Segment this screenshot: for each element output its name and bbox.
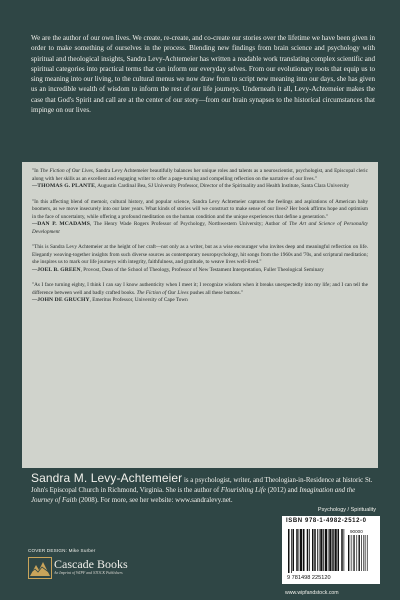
cover-design-credit: COVER DESIGN: Mike Surber [28, 548, 96, 553]
barcode-addon-bar [365, 535, 366, 571]
endorsement-attribution: —JOHN DE GRUCHY, Emeritus Professor, University of Cape Town [32, 297, 188, 303]
isbn-number: ISBN 978-1-4982-2512-0 [286, 518, 367, 524]
barcode-addon-bar [348, 535, 349, 571]
publisher-website: www.wipfandstock.com [285, 590, 339, 596]
endorsement-quote: "In this affecting blend of memoir, cultural history, and popular science, Sandra Levy Achtemeier captures the feelings and aspirations of American baby boomers, as we move insecurely into our later years. What kinds of stories will we construct to make sense of our lives? Her book affirms hope and optimism in the face of uncertainty, while offering a profound meditation on the human condition and the unique experiences that define a generation." [32, 198, 368, 220]
barcode-bar [309, 529, 310, 571]
barcode-bar [293, 529, 295, 571]
barcode-addon-bar [353, 535, 354, 571]
endorsement-attribution: —THOMAS G. PLANTE, Augustin Cardinal Bea, SJ University Professor, Director of the Spirituality and Health Institute, Santa Clara University [32, 183, 350, 189]
barcode-bar [319, 529, 320, 571]
barcode-bar [335, 529, 337, 571]
publisher-logo [28, 557, 148, 587]
endorsement [32, 168, 368, 191]
endorsement-quote: "As I face turning eighty, I think I can say I know authenticity when I meet it; I recognize wisdom when it breaks unexpectedly into my life; and I can tell the difference between well and badly crafted books. The Fiction of Our Lives pushes all these buttons." [32, 282, 368, 296]
endorsement-quote: "In The Fiction of Our Lives, Sandra Levy Achtemeier beautifully balances her unique roles and talents as a neuroscientist, psychologist, and Episcopal cleric along with her skills as an excellent and engaging writer to offer a page-turning and compelling reflection on the narrative of our lives." [32, 168, 368, 182]
barcode-bar [300, 529, 302, 571]
endorsement-quote: "This is Sandra Levy Achtemeier at the height of her craft—not only as a writer, but as a wise encourager who invites deep and meaningful reflection on life. Elegantly weaving-together insights from such diverse sources as contemporary neuropsychology, hit songs from the 1960s and '70s, and scriptural meditation; she inspires us to mark our life journeys with integrity, faithfulness, and gratitude, to weave lives well-lived." [32, 244, 368, 265]
barcode-bar [317, 529, 318, 571]
publisher-imprint: An Imprint of WIPF and STOCK Publishers [54, 571, 123, 575]
author-bio: Sandra M. Levy-Achtemeier is a psychologist, writer, and Theologian-in-Residence at historic St. John's Episcopal Church in Richmond, Virginia. She is the author of Flourishing Life (2012) and Imagination and the Journey of Faith (2008). For more, see her website: www.sandralevy.net. [31, 471, 373, 504]
barcode-bar [323, 529, 324, 571]
endorsements-panel [22, 162, 378, 468]
endorsement [32, 244, 368, 274]
barcode-bar [338, 529, 340, 571]
barcode-addon-bar [356, 535, 357, 571]
isbn-barcode [282, 516, 380, 584]
barcode-bar [325, 529, 327, 571]
barcode-bar [312, 529, 314, 571]
author-name: Sandra M. Levy-Achtemeier [31, 471, 183, 485]
endorsement [32, 199, 368, 237]
publisher-mark-icon [28, 557, 52, 579]
barcode-graphic [286, 527, 376, 581]
endorsement [32, 282, 368, 305]
barcode-bar [332, 529, 334, 571]
barcode-bar [341, 529, 343, 571]
barcode-bar [299, 529, 300, 571]
barcode-addon-bar [359, 535, 360, 571]
barcode-bar [291, 529, 292, 573]
barcode-bar [320, 529, 322, 571]
barcode-bar [303, 529, 305, 571]
barcode-addon-bar [354, 535, 355, 571]
barcode-bar [344, 529, 345, 571]
barcode-bar [314, 529, 316, 571]
barcode-bar [288, 529, 290, 573]
barcode-addon-bar [361, 535, 362, 571]
barcode-addon-bar [351, 535, 352, 571]
main-blurb: We are the author of our own lives. We create, re-create, and co-create our stories over the lifetime we have been given in order to make something of ourselves in the process. Blending new findings from brain science and psychology with spiritual and theological insights, Sandra Levy-Achtemeier has written a readable work translating complex scientific and spiritual categories into practical terms that can inform our everyday selves. From our evolutionary roots that equip us to sing meaning into our living, to the cultural menus we now draw from to script new meaning into our days, she has given us an incredible wealth of wisdom to inform the rest of our life journeys. Underneath it all, Levy-Achtemeier makes the case that God's Spirit and call are at the center of our story—from our brain synapses to the historical circumstances that impinge on our lives. [31, 34, 375, 114]
barcode-price-code: 90000 [350, 529, 363, 534]
endorsement-attribution: —JOEL B. GREEN, Provost, Dean of the School of Theology, Professor of New Testament Interpretation, Fuller Theological Seminary [32, 266, 324, 273]
barcode-addon-bar [367, 535, 368, 571]
barcode-addon-bar [363, 535, 364, 571]
barcode-bar [329, 529, 331, 571]
barcode-bar [296, 529, 298, 571]
barcode-bar [307, 529, 309, 571]
barcode-bar [328, 529, 329, 571]
publisher-name: Cascade Books [54, 557, 128, 571]
category-label: Psychology / Spirituality [317, 507, 376, 513]
barcode-digits: 9 781498 225120 [287, 575, 331, 581]
endorsement-attribution: —DAN P. MCADAMS, The Henry Wade Rogers Professor of Psychology, Northwestern University; Author of The Art and Science of Personality Development [32, 221, 368, 235]
